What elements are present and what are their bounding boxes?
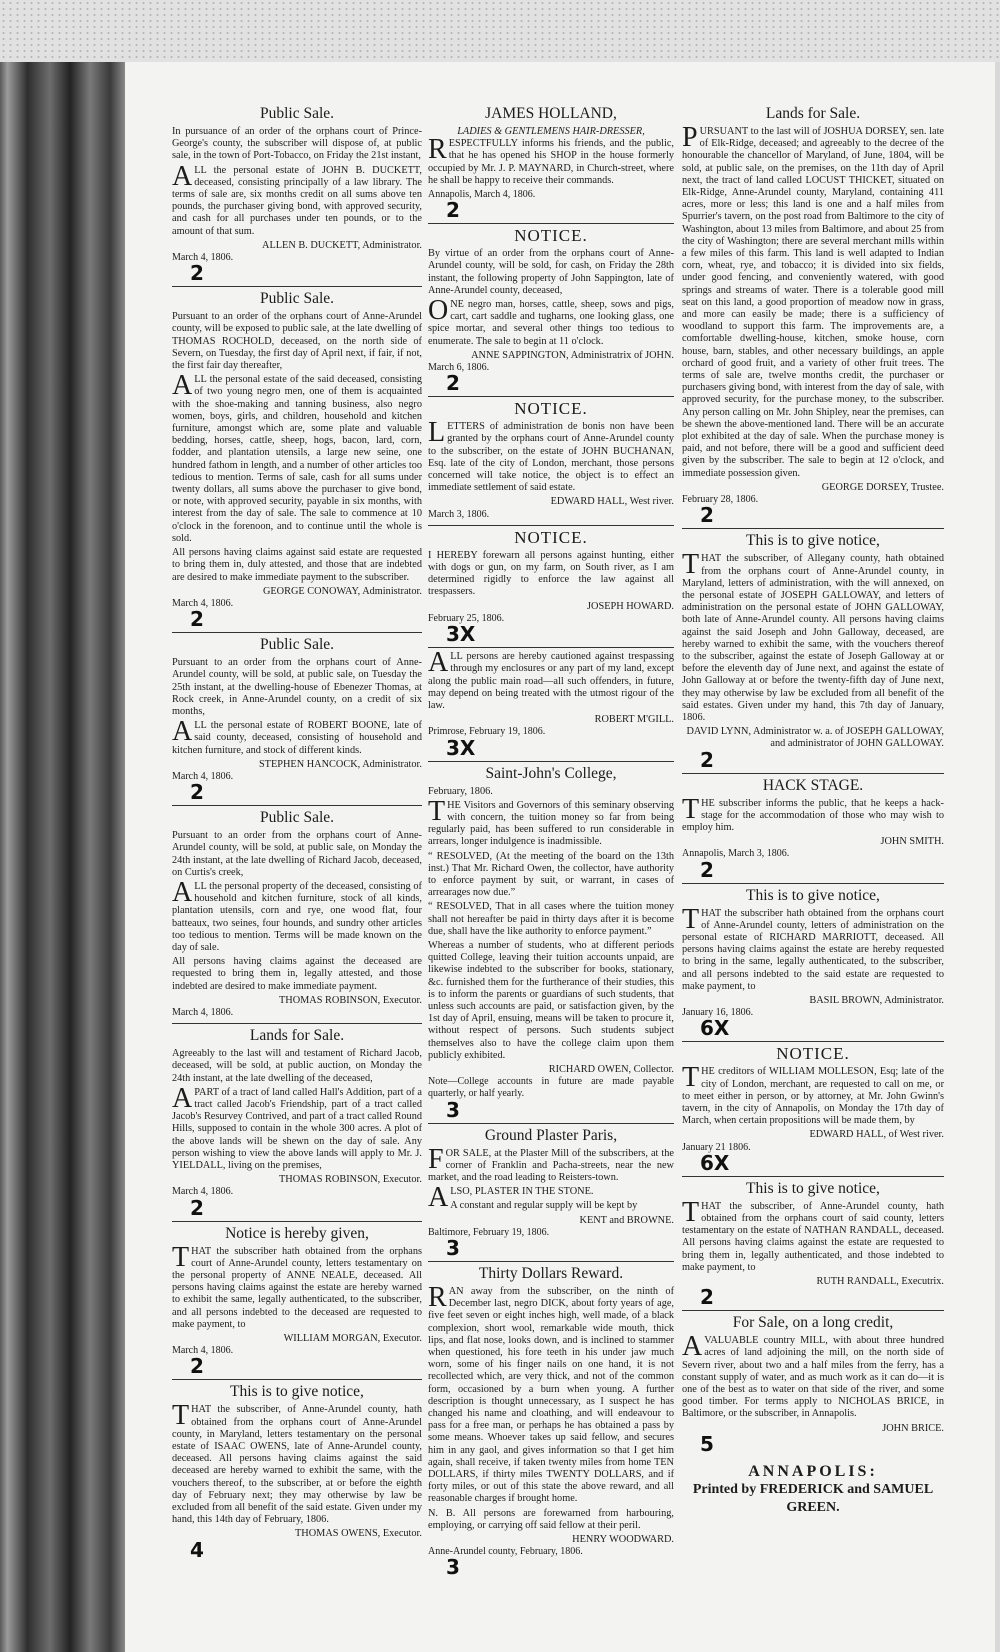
- handwritten-mark: 5: [700, 1431, 714, 1456]
- ad-paragraph: RAN away from the subscriber, on the ninth of December last, negro DICK, about forty years of age, five feet seven or eight inches high, well made, of a black complexion, short wool, remarkable wide mouth, thick lips, and flat nose, looks down, and is inclined to stammer when questioned, his fore teeth in his under jaw much worn, some of his finger nails on one hand, it is not recollected which, are very thick, and not of the common form, occasioned by a burn when young. A further description is thought unnecessary, as I suspect he has changed his name and cloathing, and will endeavour to pass for a free man, or perhaps he has obtained a pass by some means. Whoever takes up said fellow, and secures him in any gaol, and gives information so that I get him again, shall receive, if taken twenty miles from home TEN DOLLARS, if thirty miles TWENTY DOLLARS, and if forty miles, or out of this state the above reward, and all reasonable charges if brought home.: [428, 1282, 674, 1505]
- column-middle: [428, 102, 674, 1583]
- handwritten-mark: 3X: [446, 622, 476, 647]
- ad-signature: WILLIAM MORGAN, Executor.: [283, 1333, 422, 1345]
- advertisement: [172, 636, 422, 806]
- ad-signature: EDWARD HALL, of West river.: [809, 1129, 944, 1141]
- ad-signature: HENRY WOODWARD.: [572, 1534, 674, 1546]
- ad-heading: Saint-John's College,: [485, 764, 617, 782]
- ad-paragraph: February, 1806.: [428, 785, 493, 797]
- advertisement: [428, 1127, 674, 1262]
- imprint: [682, 1463, 944, 1517]
- ad-paragraph: Pursuant to an order from the orphans court of Anne-Arundel county, will be sold, at public sale, on Monday the 24th instant, at the late dwelling of Richard Jacob, deceased, on Curtis's creek,: [172, 830, 422, 878]
- ad-heading: Lands for Sale.: [765, 105, 861, 122]
- ad-signature: GEORGE CONOWAY, Administrator.: [262, 585, 422, 597]
- ad-heading: Thirty Dollars Reward.: [478, 1265, 624, 1283]
- binding-spine: [0, 62, 125, 1652]
- advertisement: [682, 1180, 944, 1311]
- advertisement: [428, 765, 674, 1124]
- ad-paragraph: Whereas a number of students, who at different periods quitted College, leaving their tuition accounts unpaid, are likewise indebted to the subscriber for books, stationary, &c. furnished them for the furtherance of their studies, this is to inform the parents or guardians of such students, that unless such accounts are paid, or satisfaction given, by the 1st day of April, ensuing, means will be taken to procure it, without respect of persons. Such students subject themselves also to have the college claim upon them publicly exhibited.: [428, 939, 674, 1061]
- handwritten-mark: 2: [190, 780, 204, 805]
- ad-paragraph: Agreeably to the last will and testament of Richard Jacob, deceased, will be sold, at public auction, on Monday the 24th instant, at the late dwelling of the deceased,: [172, 1048, 422, 1084]
- scan-top-margin: [0, 0, 1000, 62]
- ad-signature: RUTH RANDALL, Executrix.: [816, 1276, 944, 1288]
- ad-signature: JOSEPH HOWARD.: [587, 600, 674, 612]
- advertisement: [428, 227, 674, 397]
- ad-date: Annapolis, March 3, 1806.: [682, 848, 790, 860]
- ad-paragraph: THAT the subscriber hath obtained from the orphans court of Anne-Arundel county, letters testamentary on the personal property of ANNE NEALE, deceased. All persons having claims against the estate are hereby warned to exhibit the same, legally authenticated, to the subscriber, and all persons indebted to the deceased are requested to make payment, to: [172, 1241, 422, 1330]
- ad-heading: Public Sale.: [259, 105, 335, 122]
- ad-paragraph: FOR SALE, at the Plaster Mill of the subscribers, at the corner of Franklin and Pacha-streets, near the new market, and the road leading to Reisters-town.: [428, 1143, 674, 1183]
- imprint-place: ANNAPOLIS:: [748, 1462, 878, 1480]
- ad-heading: NOTICE.: [776, 1044, 850, 1064]
- ad-date: March 4, 1806.: [172, 252, 234, 264]
- advertisement: [682, 105, 944, 529]
- ad-date: February 28, 1806.: [682, 494, 759, 506]
- ad-paragraph: THE subscriber informs the public, that he keeps a hack-stage for the accommodation of those who may wish to employ him.: [682, 793, 944, 833]
- ad-date: March 3, 1806.: [428, 508, 490, 520]
- ad-signature: THOMAS ROBINSON, Executor.: [278, 994, 422, 1006]
- ad-signature: JOHN BRICE.: [882, 1422, 944, 1434]
- ad-paragraph: THE Visitors and Governors of this seminary observing with concern, the tuition money so far from being regularly paid, has been suffered to run considerable in arrears, longer indulgence is inadmissible.: [428, 795, 674, 848]
- handwritten-mark: 2: [190, 1195, 204, 1220]
- handwritten-mark: 2: [700, 503, 714, 528]
- advertisement: [682, 1045, 944, 1176]
- ad-heading: This is to give notice,: [746, 886, 880, 904]
- ad-heading: This is to give notice,: [746, 1179, 880, 1197]
- handwritten-mark: 3X: [446, 735, 476, 760]
- ad-paragraph: ALL the personal estate of the said deceased, consisting of two young negro men, one of them is acquainted with the shoe-making and tanning business, also negro women, boys, girls, and children, household and kitchen furniture, amongst which are, some plate and valuable bedding, horses, cattle, sheep, hogs, bacon, lard, corn, fodder, and plantation utensils, a large new seine, one hundred fathom in length, and a number of other articles too tedious to mention. Terms of sale, cash for all sums under twenty dollars, all sums above the purchaser to give bond, or note, with approved security, payable in six months, with interest from the day of sale. The sale to commence at 10 o'clock in the forenoon, and to continue until the whole is sold.: [172, 370, 422, 544]
- handwritten-mark: 2: [190, 261, 204, 286]
- handwritten-mark: 3: [446, 1097, 460, 1122]
- ad-paragraph: ALL the personal estate of ROBERT BOONE, late of said county, deceased, consisting of household and kitchen furniture, and stock of different kinds.: [172, 716, 422, 756]
- ad-heading: This is to give notice,: [230, 1383, 364, 1401]
- ad-date: Baltimore, February 19, 1806.: [428, 1226, 550, 1238]
- handwritten-mark: 2: [190, 607, 204, 632]
- ad-paragraph: THAT the subscriber, of Anne-Arundel county, hath obtained from the orphans court of Anne-Arundel county, in Maryland, letters testamentary on the personal estate of ISAAC OWENS, late of Anne-Arundel county, deceased. All persons having claims against the said deceased are hereby warned to exhibit the same, with the vouchers thereof, to the subscriber, at or before the eighth day of February next; they may otherwise by law be excluded from all benefit of the said estate. Given under my hand, this 14th day of February, 1806.: [172, 1400, 422, 1526]
- ad-signature: KENT and BROWNE.: [579, 1214, 674, 1226]
- advertisement: [172, 809, 422, 1024]
- advertisement: [172, 290, 422, 633]
- advertisement: [682, 532, 944, 773]
- advertisement: [682, 887, 944, 1043]
- ad-date: March 4, 1806.: [172, 1006, 234, 1018]
- ad-signature: STEPHEN HANCOCK, Administrator.: [258, 758, 422, 770]
- ad-subheading: LADIES & GENTLEMENS HAIR-DRESSER,: [457, 126, 645, 137]
- ad-paragraph: ALL persons are hereby cautioned against trespassing through my enclosures or any part of my land, except along the public main road—all such offenders, in future, may depend on being treated with the utmost rigour of the law.: [428, 647, 674, 711]
- ad-date: March 6, 1806.: [428, 362, 490, 374]
- ad-paragraph: “ RESOLVED, That in all cases where the tuition money shall not hereafter be paid in thirty days after it is become due, shall have the like authority to enforce payment.”: [428, 901, 674, 937]
- ad-signature: THOMAS ROBINSON, Executor.: [278, 1174, 422, 1186]
- ad-date: March 4, 1806.: [172, 1345, 234, 1357]
- ad-signature: EDWARD HALL, West river.: [550, 496, 674, 508]
- handwritten-mark: 3: [446, 1555, 460, 1580]
- ad-paragraph: ALSO, PLASTER IN THE STONE.: [428, 1182, 594, 1214]
- advertisement: [172, 105, 422, 287]
- ad-paragraph: All persons having claims against the deceased are requested to bring them in, legally attested, and those indebted are desired to make immediate payment.: [172, 956, 422, 992]
- ad-paragraph: LETTERS of administration de bonis non have been granted by the orphans court of Anne-Arundel county to the subscriber, on the estate of JOHN BUCHANAN, Esq. late of the city of London, merchant, those persons concerned will take notice, the object is to effect an immediate settlement of said estate.: [428, 417, 674, 494]
- ad-paragraph: THE creditors of WILLIAM MOLLESON, Esq; late of the city of London, merchant, are requested to call on me, or to meet either in person, or by attorney, at Mr. John Gwinn's tavern, in the city of Annapolis, on Monday the 17th day of March, when certain propositions will be made them, by: [682, 1062, 944, 1127]
- handwritten-mark: 2: [700, 857, 714, 882]
- ad-signature: THOMAS OWENS, Executor.: [295, 1528, 422, 1540]
- ad-paragraph: THAT the subscriber hath obtained from the orphans court of Anne-Arundel county, letters of administration on the personal estate of RICHARD MARRIOTT, deceased. All persons having claims against the estate are hereby requested to bring in the same, legally authenticated, to the subscriber, and all persons indebted to the said estate are requested to make payment, to: [682, 903, 944, 992]
- column-left: [172, 102, 422, 1566]
- ad-heading: NOTICE.: [514, 527, 588, 547]
- imprint-printer: Printed by FREDERICK and SAMUEL: [692, 1481, 934, 1497]
- ad-paragraph: THAT the subscriber, of Anne-Arundel county, hath obtained from the orphans court of said county, letters testamentary on the estate of NATHAN RANDALL, deceased. All persons having claims against the estate are requested to bring them in, legally authenticated, and those indebted to make payment, to: [682, 1196, 944, 1273]
- ad-paragraph: ALL the personal property of the deceased, consisting of household and kitchen furniture, stock of all kinds, plantation utensils, corn and rye, one wood flat, four batteaux, two seines, four hounds, and sundry other articles too tedious to mention. Terms will be made known on the day of sale.: [172, 876, 422, 953]
- ad-heading: Ground Plaster Paris,: [484, 1126, 618, 1144]
- column-right: [682, 102, 944, 1517]
- imprint-printer-cont: GREEN.: [786, 1499, 840, 1515]
- ad-date: February 25, 1806.: [428, 612, 505, 624]
- ad-date: March 4, 1806.: [172, 770, 234, 782]
- ad-heading: For Sale, on a long credit,: [732, 1314, 894, 1332]
- handwritten-mark: 2: [700, 747, 714, 772]
- ad-signature: ROBERT M'GILL.: [594, 714, 674, 726]
- ad-paragraph: ALL the personal estate of JOHN B. DUCKETT, deceased, consisting principally of a law library. The terms of sale are, six months credit on all sums above ten pounds, the purchaser giving bond, with approved security, and cash for all purchases under ten pounds, or to the amount of that sum.: [172, 160, 422, 237]
- ad-paragraph: RESPECTFULLY informs his friends, and the public, that he has opened his SHOP in the house formerly occupied by Mr. J. P. MAYNARD, in Church-street, where he shall be happy to receive their commands.: [428, 134, 674, 186]
- ad-date: Annapolis, March 4, 1806.: [428, 189, 536, 201]
- ad-signature: ALLEN B. DUCKETT, Administrator.: [262, 239, 422, 251]
- ad-heading: NOTICE.: [514, 399, 588, 419]
- ad-signature: BASIL BROWN, Administrator.: [809, 994, 944, 1006]
- ad-paragraph: AVALUABLE country MILL, with about three hundred acres of land adjoining the mill, on the north side of Severn river, about two and a half miles from the ferry, has a constant supply of water, and as much work as it can do—it is one of the best as to water on that side of the river, and some good timber. For terms apply to NICHOLAS BRICE, in Baltimore, or the subscriber, in Annapolis.: [682, 1331, 944, 1420]
- ad-heading: Notice is hereby given,: [225, 1224, 369, 1242]
- advertisement: [428, 529, 674, 648]
- advertisement: [682, 1314, 944, 1457]
- ad-paragraph: THAT the subscriber, of Allegany county, hath obtained from the orphans court of Anne-Arundel county, in Maryland, letters of administration, with the will annexed, on the personal estate of JOSEPH GALLOWAY, and letters of administration on the personal estate of JOHN GALLOWAY, both late of Anne-Arundel county. All persons having claims against the said Joseph and John Galloway, deceased, are hereby warned to exhibit the same, with the vouchers thereof to the subscriber, against the estate of Joseph Galloway at or before the eleventh day of June next, and against the estate of John Galloway at or before the twenty-fifth day of June next, they may otherwise by law be excluded from all benefit of the said estates. Given under my hand, this 7th day of January, 1806.: [682, 549, 944, 723]
- ad-paragraph: All persons having claims against said estate are requested to bring them in, duly attested, and those that are indebted are desired to make immediate payment to the subscriber.: [172, 547, 422, 583]
- ad-date: January 21 1806.: [682, 1141, 751, 1153]
- ad-paragraph: A constant and regular supply will be kept by: [450, 1200, 638, 1212]
- ad-paragraph: Pursuant to an order from the orphans court of Anne-Arundel county, will be sold, at public sale, on Tuesday the 25th instant, at the dwelling-house of Ebenezer Thomas, at Rock creek, in Anne-Arundel county, on a credit of six months,: [172, 657, 422, 717]
- ad-date: Note—College accounts in future are made payable quarterly, or half yearly.: [428, 1076, 674, 1100]
- advertisement: [428, 400, 674, 526]
- advertisement: [682, 777, 944, 884]
- handwritten-mark: 2: [446, 198, 460, 223]
- handwritten-mark: 2: [700, 1285, 714, 1310]
- ad-date: March 4, 1806.: [172, 597, 234, 609]
- ad-heading: Lands for Sale.: [249, 1027, 345, 1045]
- advertisement: [172, 1225, 422, 1381]
- ad-paragraph: “ RESOLVED, (At the meeting of the board on the 13th inst.) That Mr. Richard Owen, the collector, have authority to enforce payment by suit, or warrant, in cases of arrearages now due.”: [428, 850, 674, 899]
- ad-heading: This is to give notice,: [746, 532, 880, 550]
- ad-paragraph: ONE negro man, horses, cattle, sheep, sows and pigs, cart, cart saddle and tugharns, one looking glass, one spice mortar, and several other things too tedious to enumerate. The sale to begin at 11 o'clock.: [428, 295, 674, 347]
- ad-paragraph: I HEREBY forewarn all persons against hunting, either with dogs or gun, on my farm, on South river, as I am determined rigidly to enforce the law against all trespassers.: [428, 549, 674, 598]
- handwritten-mark: 4: [190, 1537, 204, 1562]
- advertisement: [428, 1265, 674, 1580]
- ad-date: Anne-Arundel county, February, 1806.: [428, 1546, 583, 1558]
- ad-paragraph: By virtue of an order from the orphans court of Anne-Arundel county, will be sold, for cash, on Friday the 28th instant, the following property of John Sappington, late of Anne-Arundel county, deceased,: [428, 248, 674, 296]
- handwritten-mark: 3: [446, 1236, 460, 1261]
- ad-signature: DAVID LYNN, Administrator w. a. of JOSEPH GALLOWAY, and administrator of JOHN GALLOWAY.: [686, 726, 944, 750]
- handwritten-mark: 6X: [700, 1016, 730, 1041]
- ad-heading: Public Sale.: [259, 290, 335, 308]
- handwritten-mark: 2: [190, 1354, 204, 1379]
- advertisement: [172, 1383, 422, 1562]
- ad-heading: HACK STAGE.: [762, 776, 864, 794]
- ad-signature: GEORGE DORSEY, Trustee.: [821, 481, 944, 493]
- ad-paragraph: PURSUANT to the last will of JOSHUA DORSEY, sen. late of Elk-Ridge, deceased; and agreeably to the decree of the honourable the chancellor of Maryland, of June, 1804, will be sold, at public sale, on the premises, on the 11th day of April next, the tract of land called LOCUST THICKET, situated on Elk-Ridge, Anne-Arundel county, Maryland, containing 411 acres, more or less; this land is one and a half miles from Spurrier's tavern, on the post road from Baltimore to the city of Washington, about 13 miles from Baltimore, and about 25 from the city of Washington; there are several merchant mills within a few miles of this farm. This land is well adapted to Indian corn, wheat, rye, and tobacco; it is divided into six fields, under good fencing, and conveniently watered, with good springs and streams of water. There is a tolerable good mill seat on this land, a good proportion of meadow now in grass, and more can easily be made; there is a sufficiency of woodland to support this farm. The improvements are, a comfortable dwelling-house, kitchen, smoke house, corn house, barn, stables, and other necessary buildings, an apple orchard of good fruit, and a variety of other fruit trees. The terms of sale are, twelve months credit, the purchaser or purchasers giving bond, with interest from the day of sale, with approved security, for the purchase money, to the subscriber. Any person calling on Mr. John Shipley, near the premises, can be shewn the above-mentioned land. There will be an accurate plot exhibited at the day of sale. When the purchase money is paid, and not before, there will be a good and sufficient deed given by the subscriber. The sale to begin at 12 o'clock, and immediate possession given.: [682, 122, 944, 479]
- ad-heading: NOTICE.: [514, 226, 588, 246]
- ad-paragraph: N. B. All persons are forewarned from harbouring, employing, or carrying off said fellow at their peril.: [428, 1507, 674, 1531]
- ad-date: January 16, 1806.: [682, 1007, 754, 1019]
- ad-signature: RICHARD OWEN, Collector.: [548, 1063, 674, 1075]
- handwritten-mark: 6X: [700, 1150, 730, 1175]
- ad-heading: JAMES HOLLAND,: [485, 105, 617, 122]
- ad-paragraph: In pursuance of an order of the orphans court of Prince-George's county, the subscriber will dispose of, at public sale, in the town of Port-Tobacco, on Friday the 21st instant,: [172, 126, 422, 162]
- advertisement: [172, 1027, 422, 1221]
- ad-signature: ANNE SAPPINGTON, Administratrix of JOHN.: [471, 349, 674, 361]
- ad-date: March 4, 1806.: [172, 1186, 234, 1198]
- advertisement: [428, 105, 674, 224]
- ad-heading: Public Sale.: [259, 636, 335, 654]
- ad-signature: JOHN SMITH.: [880, 836, 944, 848]
- ad-paragraph: Pursuant to an order of the orphans court of Anne-Arundel county, will be exposed to public sale, at the late dwelling of THOMAS ROCHOLD, deceased, on the north side of Severn, on Tuesday, the first day of April next, if fair, if not, the first fair day thereafter,: [172, 311, 422, 372]
- ad-heading: Public Sale.: [259, 809, 335, 827]
- handwritten-mark: 2: [446, 371, 460, 396]
- ad-paragraph: APART of a tract of land called Hall's Addition, part of a tract called Jacob's Friendship, part of a tract called Jacob's Resurvey Contrived, and part of a tract called Round Hills, supposed to contain in the whole 300 acres. A plot of the above lands will be shewn on the day of sale. Any person wishing to view the above lands will apply to Mr. J. YIELDALL, living on the premises,: [172, 1082, 422, 1172]
- ad-date: Primrose, February 19, 1806.: [428, 726, 546, 738]
- advertisement: [428, 647, 674, 761]
